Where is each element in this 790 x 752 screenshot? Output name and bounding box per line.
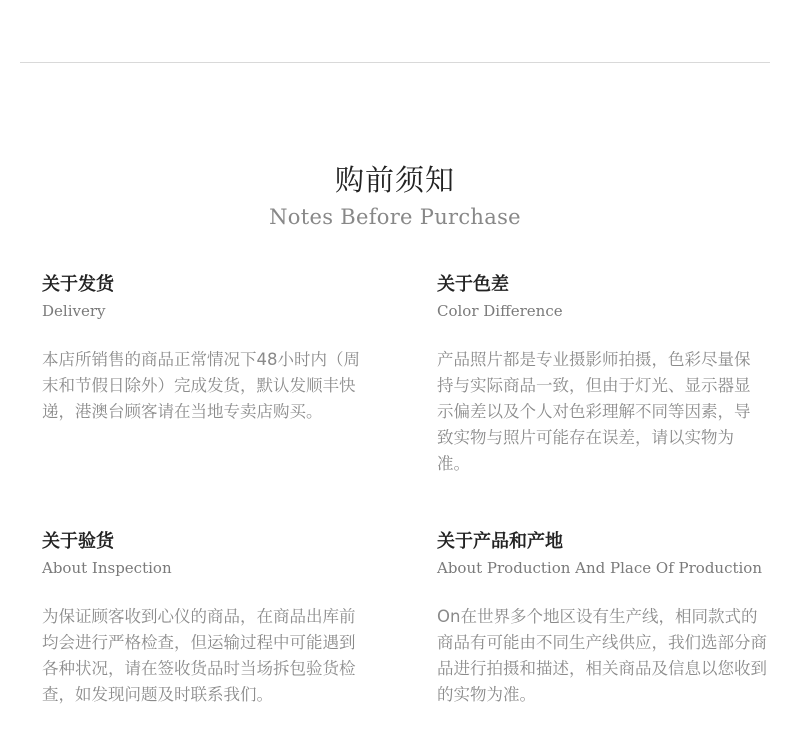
section-production-origin (437, 530, 767, 708)
section-subtitle: About Production And Place Of Production (437, 559, 762, 577)
section-title: 关于产品和产地 (437, 531, 563, 552)
section-subtitle: Color Difference (437, 302, 563, 320)
section-body: 产品照片都是专业摄影师拍摄，色彩尽量保持与实际商品一致，但由于灯光、显示器显示偏差以及个人对色彩理解不同等因素，导致实物与照片可能存在误差，请以实物为准。 (437, 350, 751, 473)
section-color-difference (437, 273, 757, 477)
section-body: 本店所销售的商品正常情况下48小时内（周末和节假日除外）完成发货，默认发顺丰快递，港澳台顾客请在当地专卖店购买。 (42, 350, 360, 421)
page-subtitle: Notes Before Purchase (269, 205, 521, 229)
section-title: 关于色差 (437, 274, 509, 295)
section-title: 关于发货 (42, 274, 114, 295)
page-title: 购前须知 (334, 163, 455, 197)
section-title: 关于验货 (42, 531, 114, 552)
section-body: On在世界多个地区设有生产线，相同款式的商品有可能由不同生产线供应，我们选部分商品进行拍摄和描述，相关商品及信息以您收到的实物为准。 (437, 607, 767, 704)
top-divider (20, 62, 770, 63)
section-delivery (42, 273, 362, 425)
section-subtitle: Delivery (42, 302, 106, 320)
section-subtitle: About Inspection (42, 559, 172, 577)
section-body: 为保证顾客收到心仪的商品，在商品出库前均会进行严格检查，但运输过程中可能遇到各种状况，请在签收货品时当场拆包验货检查，如发现问题及时联系我们。 (42, 607, 356, 704)
section-inspection (42, 530, 362, 708)
